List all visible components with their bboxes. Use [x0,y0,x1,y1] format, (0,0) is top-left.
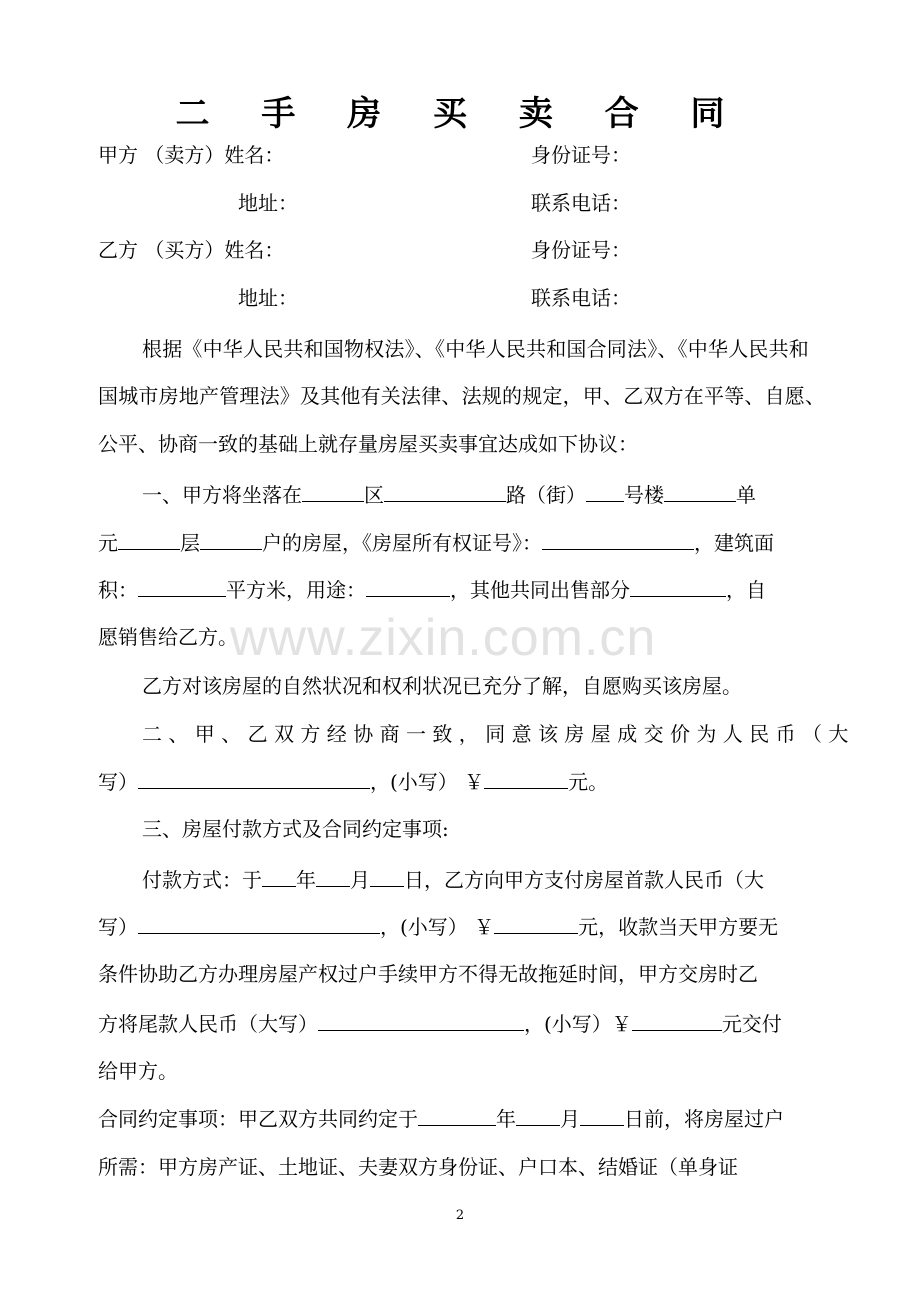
clause3-line: 合同约定事项：甲乙双方共同约定于 年 月 日前，将房屋过户 [98,1107,784,1131]
clause1-line: 一、甲方将坐落在 区 路（街） 号楼 单 [142,483,756,507]
clause2-line: 写） ，(小写） ￥ 元。 [98,770,609,794]
buyer-phone-label: 联系电话： [531,286,631,310]
seller-address-label: 地址： [238,191,298,215]
clause1-line: 乙方对该房屋的自然状况和权利状况已充分了解，自愿购买该房屋。 [142,674,742,698]
clause3-line: 写） ，(小写） ￥ 元，收款当天甲方要无 [98,915,779,939]
clause3-line: 条件协助乙方办理房屋产权过户手续甲方不得无故拖延时间，甲方交房时乙 [98,962,758,986]
clause3-line: 给甲方。 [98,1059,178,1083]
clause1-line: 愿销售给乙方。 [98,625,238,649]
seller-phone-label: 联系电话： [531,191,631,215]
clause3-line: 方将尾款人民币（大写） ，(小写）￥ 元交付 [98,1012,782,1036]
buyer-name-label: 乙方 （买方）姓名： [98,238,285,262]
clause1-line: 元 层 户的房屋，《房屋所有权证号》： ，建筑面 [98,531,774,555]
buyer-address-label: 地址： [238,286,298,310]
clause3-heading: 三、房屋付款方式及合同约定事项: [142,817,449,841]
clause3-line: 所需：甲方房产证、土地证、夫妻双方身份证、户口本、结婚证（单身证 [98,1155,738,1179]
page-number: 2 [455,1208,465,1223]
seller-name-label: 甲方 （卖方）姓名： [98,143,285,167]
clause3-line: 付款方式：于 年 月 日，乙方向甲方支付房屋首款人民币（大 [142,868,764,892]
preamble-line: 国城市房地产管理法》及其他有关法律、法规的规定，甲、乙双方在平等、自愿、 [98,384,826,408]
preamble-line: 根据《中华人民共和国物权法》、《中华人民共和国合同法》、《中华人民共和 [142,337,809,361]
preamble-line: 公平、协商一致的基础上就存量房屋买卖事宜达成如下协议： [98,432,638,456]
watermark: www.zixin.com.cn [230,609,657,667]
clause2-line: 二、甲、乙双方经协商一致，同意该房屋成交价为人民币（大 [142,722,855,746]
clause1-line: 积： 平方米，用途： ，其他共同出售部分 ，自 [98,578,766,602]
document-title: 二 手 房 买 卖 合 同 [175,94,745,134]
seller-id-label: 身份证号： [531,143,631,167]
buyer-id-label: 身份证号： [531,238,631,262]
